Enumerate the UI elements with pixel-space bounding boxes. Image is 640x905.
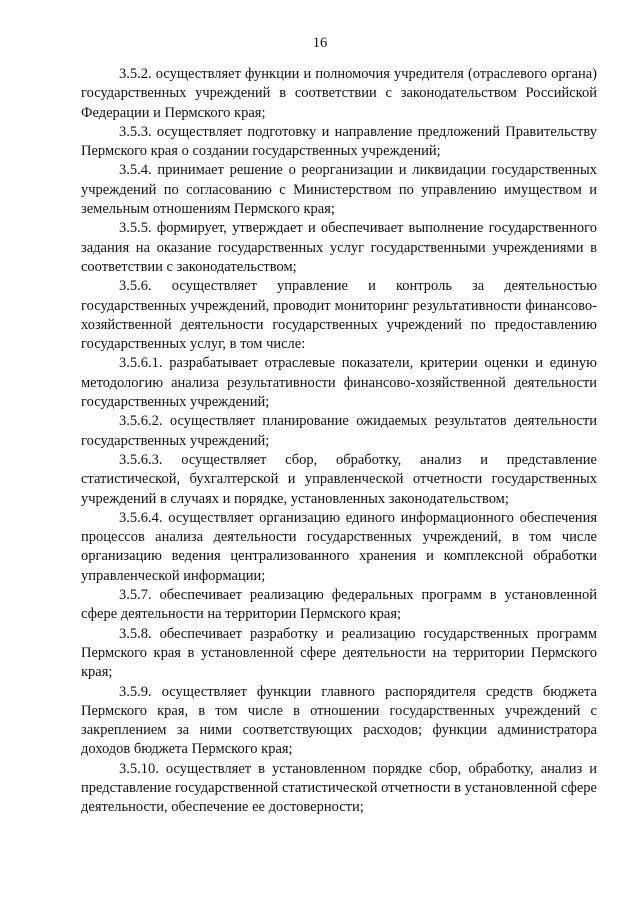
paragraph-3-5-3: 3.5.3. осуществляет подготовку и направление предложений Правительству Пермского края о создании государственных учреждений; [81, 123, 597, 160]
paragraph-3-5-4: 3.5.4. принимает решение о реорганизации и ликвидации государственных учреждений по согласованию с Министерством по управлению имуществом и земельным отношениям Пермского края; [81, 162, 597, 218]
paragraph-3-5-5: 3.5.5. формирует, утверждает и обеспечивает выполнение государственного задания на оказание государственных услуг государственными учреждениями в соответствии с законодательством; [81, 220, 597, 275]
document-body [81, 65, 597, 818]
paragraph-3-5-6-4: 3.5.6.4. осуществляет организацию единого информационного обеспечения процессов анализа деятельности государственных учреждений, в том числе организацию ведения централизованного хранения и комплексной обработки управленческой информации; [81, 509, 597, 584]
page-number: 16 [312, 35, 328, 51]
paragraph-3-5-6-1: 3.5.6.1. разрабатывает отраслевые показатели, критерии оценки и единую методологию анализа результативности финансово-хозяйственной деятельности государственных учреждений; [81, 355, 597, 411]
paragraph-3-5-6-2: 3.5.6.2. осуществляет планирование ожидаемых результатов деятельности государственных учреждений; [81, 413, 597, 449]
paragraph-3-5-6: 3.5.6. осуществляет управление и контроль за деятельностью государственных учреждений, проводит мониторинг результативности финансово-хозяйственной деятельности государственных учреждений по предоставлению государственных услуг, в том числе: [81, 278, 597, 353]
paragraph-3-5-8: 3.5.8. обеспечивает разработку и реализацию государственных программ Пермского края в установленной сфере деятельности на территории Пермского края; [81, 625, 597, 681]
paragraph-3-5-6-3: 3.5.6.3. осуществляет сбор, обработку, анализ и представление статистической, бухгалтерской и управленческой отчетности государственных учреждений в случаях и порядке, установленных законодательством; [81, 451, 597, 507]
paragraph-3-5-2: 3.5.2. осуществляет функции и полномочия учредителя (отраслевого органа) государственных учреждений в соответствии с законодательством Российской Федерации и Пермского края; [81, 66, 597, 121]
paragraph-3-5-7: 3.5.7. обеспечивает реализацию федеральных программ в установленной сфере деятельности на территории Пермского края; [81, 587, 597, 623]
paragraph-3-5-9: 3.5.9. осуществляет функции главного распорядителя средств бюджета Пермского края, в том числе в отношении государственных учреждений с закреплением за ними соответствующих расходов; функции администратора доходов бюджета Пермского края; [81, 683, 597, 758]
paragraph-3-5-10: 3.5.10. осуществляет в установленном порядке сбор, обработку, анализ и представление государственной статистической отчетности в установленной сфере деятельности, обеспечение ее достоверности; [81, 760, 597, 816]
